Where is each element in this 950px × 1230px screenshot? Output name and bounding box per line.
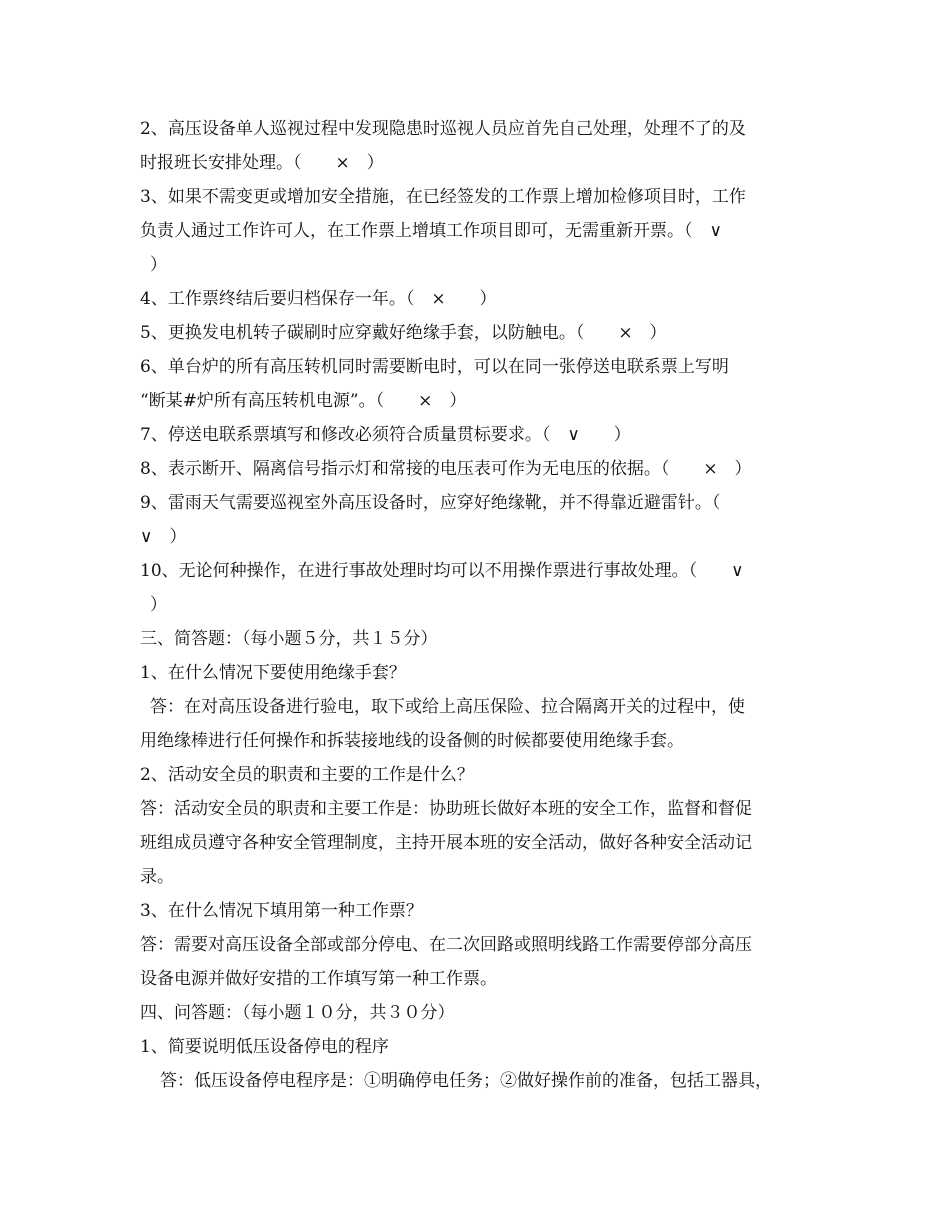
- section-heading-4: 四、问答题：（每小题１０分，共３０分）: [140, 1003, 455, 1023]
- text-line-8: 6、单台炉的所有高压转机同时需要断电时，可以在同一张停送电联系票上写明: [140, 357, 729, 377]
- answer-3-line-2: 设备电源并做好安措的工作填写第一种工作票。: [140, 969, 497, 989]
- text-line-12: 9、雷雨天气需要巡视室外高压设备时，应穿好绝缘靴，并不得靠近避雷针。（: [140, 493, 721, 513]
- text-line-7: 5、更换发电机转子碳刷时应穿戴好绝缘手套，以防触电。（ × ）: [140, 323, 667, 343]
- text-line-13: ∨ ）: [140, 527, 187, 547]
- text-line-3: 3、如果不需变更或增加安全措施，在已经签发的工作票上增加检修项目时，工作: [140, 187, 746, 207]
- answer-1-line-2: 用绝缘棒进行任何操作和拆装接地线的设备侧的时候都要使用绝缘手套。: [140, 731, 684, 751]
- text-line-6: 4、工作票终结后要归档保存一年。（ × ）: [140, 289, 497, 309]
- section-heading-3: 三、简答题：（每小题５分，共１５分）: [140, 629, 438, 649]
- text-line-15: ）: [150, 595, 167, 615]
- answer-2-line-2: 班组成员遵守各种安全管理制度，主持开展本班的安全活动，做好各种安全活动记: [140, 833, 752, 853]
- text-line-5: ）: [150, 255, 167, 275]
- text-line-2: 时报班长安排处理。（ × ）: [140, 153, 384, 173]
- document-body: [140, 112, 820, 1098]
- answer-1-line-1: 答：在对高压设备进行验电，取下或给上高压保险、拉合隔离开关的过程中，使: [150, 697, 745, 717]
- text-line-4: 负责人通过工作许可人，在工作票上增填工作项目即可，无需重新开票。（ ∨: [140, 221, 722, 241]
- text-line-14: 10、无论何种操作，在进行事故处理时均可以不用操作票进行事故处理。（ ∨: [140, 561, 744, 581]
- text-line-11: 8、表示断开、隔离信号指示灯和常接的电压表可作为无电压的依据。（ × ）: [140, 459, 752, 479]
- answer-2-line-1: 答：活动安全员的职责和主要工作是：协助班长做好本班的安全工作，监督和督促: [140, 799, 752, 819]
- text-line-1: 2、高压设备单人巡视过程中发现隐患时巡视人员应首先自己处理，处理不了的及: [140, 119, 746, 139]
- question-4-1: 1、简要说明低压设备停电的程序: [140, 1037, 389, 1057]
- text-line-10: 7、停送电联系票填写和修改必须符合质量贯标要求。（ ∨ ）: [140, 425, 631, 445]
- text-line-9: “断某#炉所有高压转机电源”。（ × ）: [140, 391, 467, 411]
- answer-2-line-3: 录。: [140, 867, 174, 887]
- question-2: 2、活动安全员的职责和主要的工作是什么？: [140, 765, 474, 785]
- question-1: 1、在什么情况下要使用绝缘手套？: [140, 663, 406, 683]
- answer-4-1-line-1: 答：低压设备停电程序是：①明确停电任务；②做好操作前的准备，包括工器具，: [160, 1071, 772, 1091]
- answer-3-line-1: 答：需要对高压设备全部或部分停电、在二次回路或照明线路工作需要停部分高压: [140, 935, 752, 955]
- question-3: 3、在什么情况下填用第一种工作票？: [140, 901, 423, 921]
